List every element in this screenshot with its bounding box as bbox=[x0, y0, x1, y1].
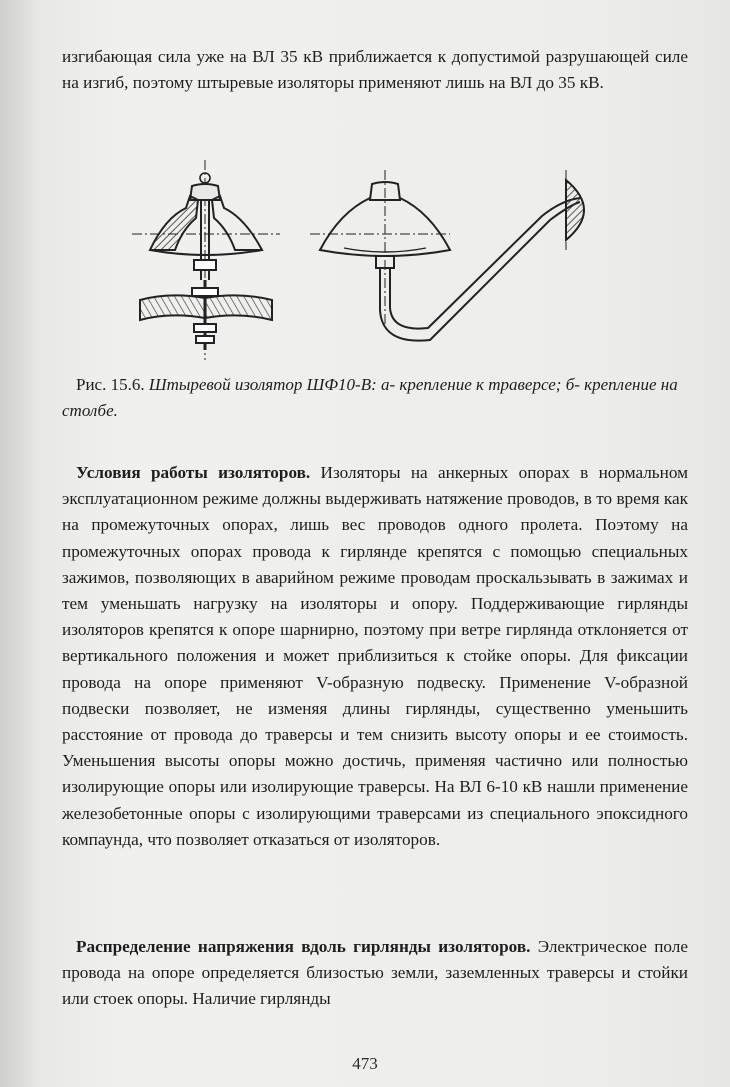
insulator-crossarm-drawing bbox=[132, 160, 280, 360]
section-conditions-body: Изоляторы на анкерных опорах в нормальном эксплуатационном режиме должны выдерживать натяжение проводов, в то время как на промежуточных опорах, лишь вес проводов одного пролета. Поэтому на промежуточных опорах провода к гирлянде крепятся с помощью специальных зажимов, позволяющих в аварийном режиме проводам проскальзывать в зажимах и тем уменьшать нагрузку на изоляторы и опору. Поддерживающие гирлянды изоляторов крепятся к опоре шарнирно, поэтому при ветре гирлянда отклоняется от вертикального положения и может приблизиться к стойке опоры. Для фиксации провода на опоре применяют V-образную подвеску. Применение V-образной подвески позволяет, не изменяя длины гирлянды, существенно уменьшить расстояние от провода до траверсы и тем снизить высоту опоры и ее стоимость. Уменьшения высоты опоры можно достичь, применяя частично или полностью изолирующие опоры или изолирующие траверсы. На ВЛ 6-10 кВ нашли применение железобетонные опоры с изолирующими траверсами из специального эпоксидного компаунда, что позволяет отказаться от изоляторов. bbox=[62, 463, 688, 849]
figure-caption-prefix: Рис. 15.6. bbox=[76, 375, 145, 394]
page-number: 473 bbox=[352, 1054, 378, 1073]
figure-caption-text: Штыревой изолятор ШФ10-В: а- крепление к траверсе; б- крепление на столбе. bbox=[62, 375, 678, 420]
section-distribution-body: Электрическое поле провода на опоре определяется близостью земли, заземленных траверсы и стойки или стоек опоры. Наличие гирлянды bbox=[62, 937, 688, 1009]
section-distribution bbox=[62, 934, 688, 1013]
section-conditions bbox=[62, 460, 688, 853]
figure-caption bbox=[62, 372, 688, 424]
section-conditions-heading: Условия работы изоляторов. bbox=[76, 463, 311, 482]
top-paragraph: изгибающая сила уже на ВЛ 35 кВ приближается к допустимой разрушающей силе на изгиб, поэтому штыревые изоляторы применяют лишь на ВЛ до 35 кВ. bbox=[62, 47, 688, 93]
section-distribution-heading: Распределение напряжения вдоль гирлянды изоляторов. bbox=[76, 937, 531, 956]
insulator-pole-drawing bbox=[310, 170, 584, 341]
insulator-figure bbox=[130, 160, 600, 365]
